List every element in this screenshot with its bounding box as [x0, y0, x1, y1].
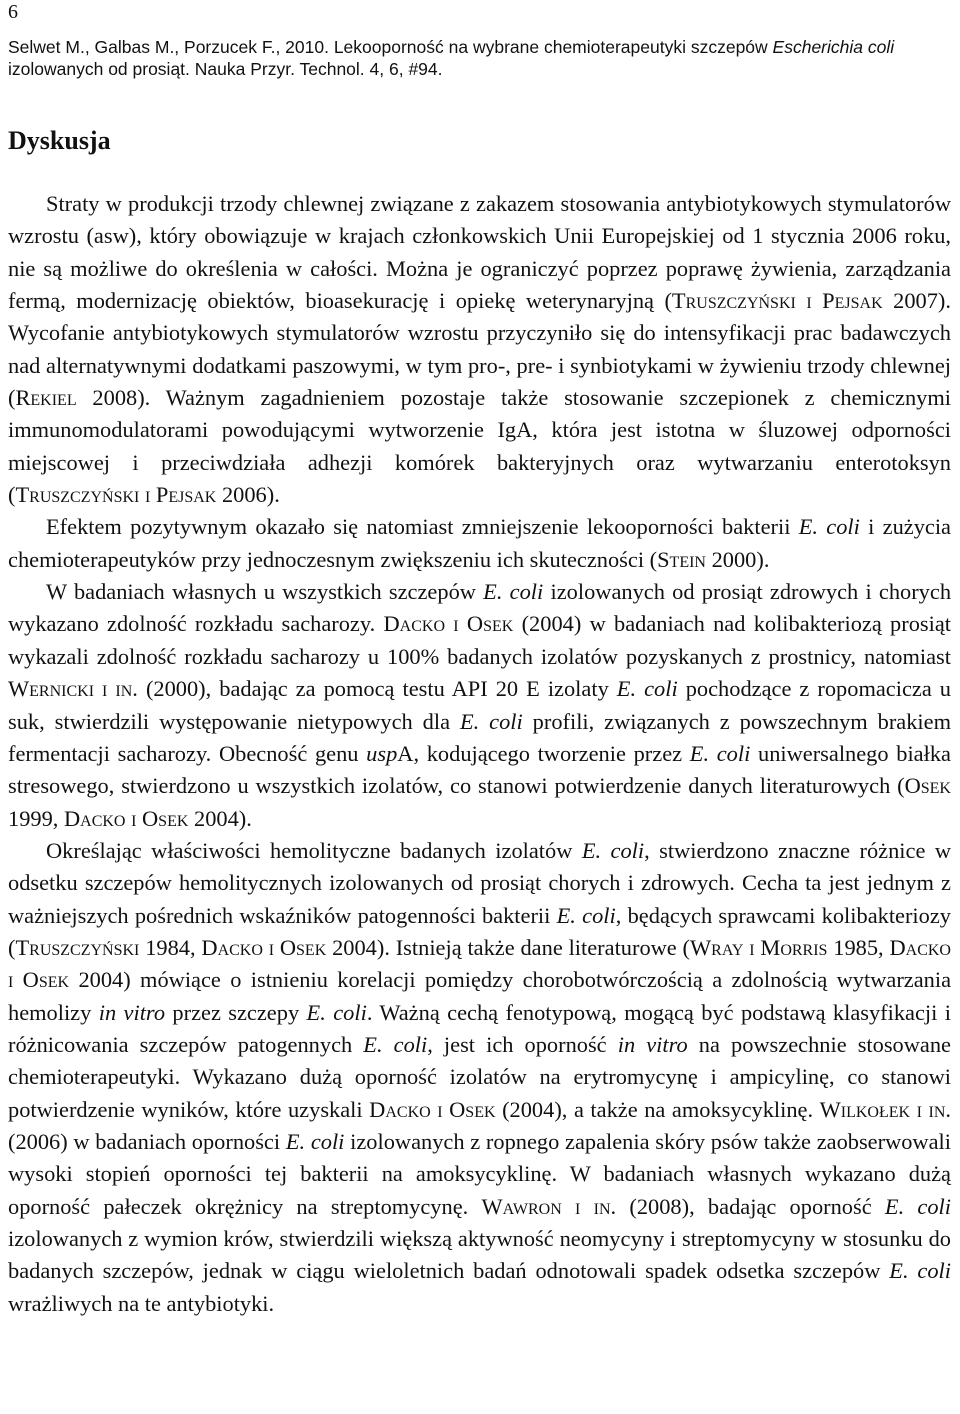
body-paragraph	[8, 188, 951, 511]
text-run: , będących sprawcami kolibakteriozy (	[8, 902, 951, 960]
text-run: 2000).	[705, 546, 770, 572]
author-citation: Wernicki i in.	[8, 676, 138, 702]
author-citation: Dacko i Osek	[63, 805, 189, 831]
italic-term: E. coli	[363, 1031, 428, 1057]
citation-species: Escherichia coli	[772, 37, 895, 57]
body-paragraph	[8, 576, 951, 835]
author-citation: Dacko i Osek	[383, 611, 514, 637]
text-run: 1985,	[827, 934, 890, 960]
author-citation: Osek	[904, 773, 951, 799]
text-run: 2006).	[216, 482, 280, 508]
citation-rest: izolowanych od prosiąt. Nauka Przyr. Technol. 4, 6, #94.	[8, 59, 443, 79]
text-run: 1984,	[139, 934, 202, 960]
italic-term: usp	[366, 740, 398, 766]
author-citation: Truszczyński i Pejsak	[15, 482, 217, 508]
text-run: przez szczepy	[165, 999, 307, 1025]
text-run: . Ważną cechą fenotypową, mogącą być podstawą klasyfikacji i różnicowania szczepów patogennych	[8, 999, 951, 1057]
text-run: (2004), a także na amoksycyklinę.	[495, 1096, 820, 1122]
text-run: , stwierdzono znaczne różnice w odsetku szczepów hemolitycznych izolowanych od prosiąt chorych i zdrowych. Cecha ta jest jednym z ważniejszych pośrednich wskaźników patogenności bakterii	[8, 837, 951, 928]
text-run: (2008), badając oporność	[616, 1193, 885, 1219]
text-run: pochodzące z ropomacicza u suk, stwierdzili występowanie nietypowych dla	[8, 676, 951, 734]
citation-header	[8, 36, 953, 80]
italic-term: E. coli	[285, 1128, 345, 1154]
italic-term: in vitro	[98, 999, 166, 1025]
italic-term: E. coli	[889, 1258, 951, 1284]
text-run: Określając właściwości hemolityczne badanych izolatów	[46, 837, 582, 863]
author-citation: Dacko i Osek	[8, 934, 951, 993]
body-paragraph	[8, 835, 951, 1320]
text-run: Efektem pozytywnym okazało się natomiast zmniejszenie lekooporności bakterii	[46, 514, 799, 540]
text-run: (2004) w badaniach nad kolibakteriozą prosiąt wykazali zdolność rozkładu sacharozy u 100% badanych izolatów pozyskanych z prostnicy, natomiast	[8, 611, 951, 669]
section-heading: Dyskusja	[8, 126, 111, 155]
text-run: (2006) w badaniach oporności	[8, 1128, 286, 1154]
text-run: 2004). Istnieją także dane literaturowe (	[326, 934, 691, 960]
text-run: A, kodującego tworzenie przez	[397, 740, 690, 766]
text-run: na powszechnie stosowane chemioterapeutyki. Wykazano dużą oporność izolatów na erytromycynę i ampicylinę, co stanowi potwierdzenie wyników, które uzyskali	[8, 1031, 951, 1122]
text-run: uniwersalnego białka stresowego, stwierdzono u wszystkich izolatów, co stanowi potwierdzenie danych literaturowych (	[8, 740, 951, 799]
text-run: izolowanych od prosiąt zdrowych i chorych wykazano zdolność rozkładu sacharozy.	[8, 579, 952, 637]
text-run: W badaniach własnych u wszystkich szczepów	[46, 579, 484, 605]
text-run: izolowanych z wymion krów, stwierdzili większą aktywność neomycyny i streptomycyny w stosunku do badanych szczepów, jednak w ciągu wieloletnich badań odnotowali spadek odsetka szczepów	[8, 1226, 951, 1284]
text-run: (2000), badając za pomocą testu API 20 E izolaty	[137, 676, 617, 702]
citation-authors: Selwet M., Galbas M., Porzucek F., 2010. Lekooporność na wybrane chemioterapeutyki szczepów	[8, 37, 773, 57]
author-citation: Rekiel	[15, 385, 77, 411]
text-run: izolowanych z ropnego zapalenia skóry psów także zaobserwowali wysoki stopień oporności tej bakterii na amoksycyklinę. W badaniach własnych wykazano dużą oporność pałeczek okrężnicy na streptomycynę.	[8, 1128, 951, 1219]
author-citation: Dacko i Osek	[369, 1096, 496, 1122]
author-citation: Truszczyński	[15, 934, 140, 960]
author-citation: Wilkołek i in.	[819, 1096, 951, 1122]
text-run: 2008). Ważnym zagadnieniem pozostaje także stosowanie szczepionek z chemicznymi immunomodulatorami powodującymi wytworzenie IgA, która jest istotna w śluzowej odporności miejscowej i przeciwdziała adhezji komórek bakteryjnych oraz wytwarzaniu enterotoksyn (	[8, 385, 951, 508]
author-citation: Stein	[657, 546, 706, 572]
text-run: 2004) mówiące o istnieniu korelacji pomiędzy chorobotwórczością a zdolnością wytwarzania hemolizy	[8, 967, 952, 1025]
body-paragraph	[8, 511, 951, 576]
italic-term: E. coli	[616, 676, 678, 702]
author-citation: Truszczyński i Pejsak	[671, 288, 883, 314]
italic-term: E. coli	[483, 579, 544, 605]
italic-term: E. coli	[884, 1193, 951, 1219]
italic-term: E. coli	[581, 837, 645, 863]
author-citation: Wawron i in.	[481, 1193, 617, 1219]
text-run: i zużycia chemioterapeutyków przy jednoczesnym zwiększeniu ich skuteczności (	[8, 514, 951, 572]
text-run: 1999,	[8, 805, 64, 831]
italic-term: in vitro	[617, 1031, 688, 1057]
italic-term: E. coli	[306, 999, 367, 1025]
text-run: 2004).	[188, 805, 252, 831]
text-run: wrażliwych na te antybiotyki.	[8, 1290, 275, 1316]
text-run: profili, związanych z powszechnym brakiem fermentacji sacharozy. Obecność genu	[8, 708, 952, 766]
text-run: Straty w produkcji trzody chlewnej związane z zakazem stosowania antybiotykowych stymulatorów wzrostu (asw), który obowiązuje w krajach członkowskich Unii Europejskiej od 1 stycznia 2006 roku, nie są możliwe do określenia w całości. Można je ograniczyć poprzez poprawę żywienia, zarządzania fermą, modernizację obiektów, bioasekurację i opiekę weterynaryjną (	[8, 191, 951, 314]
text-run: , jest ich oporność	[427, 1031, 618, 1057]
author-citation: Dacko i Osek	[201, 934, 327, 960]
page-number: 6	[8, 1, 18, 23]
italic-term: E. coli	[556, 902, 616, 928]
italic-term: E. coli	[689, 740, 751, 766]
italic-term: E. coli	[798, 514, 860, 540]
italic-term: E. coli	[459, 708, 523, 734]
body-text	[8, 188, 951, 1320]
text-run: 2007). Wycofanie antybiotykowych stymulatorów wzrostu przyczyniło się do intensyfikacji prac badawczych nad alternatywnymi dodatkami paszowymi, w tym pro-, pre- i synbiotykami w żywieniu trzody chlewnej (	[8, 288, 951, 411]
author-citation: Wray i Morris	[690, 934, 828, 960]
